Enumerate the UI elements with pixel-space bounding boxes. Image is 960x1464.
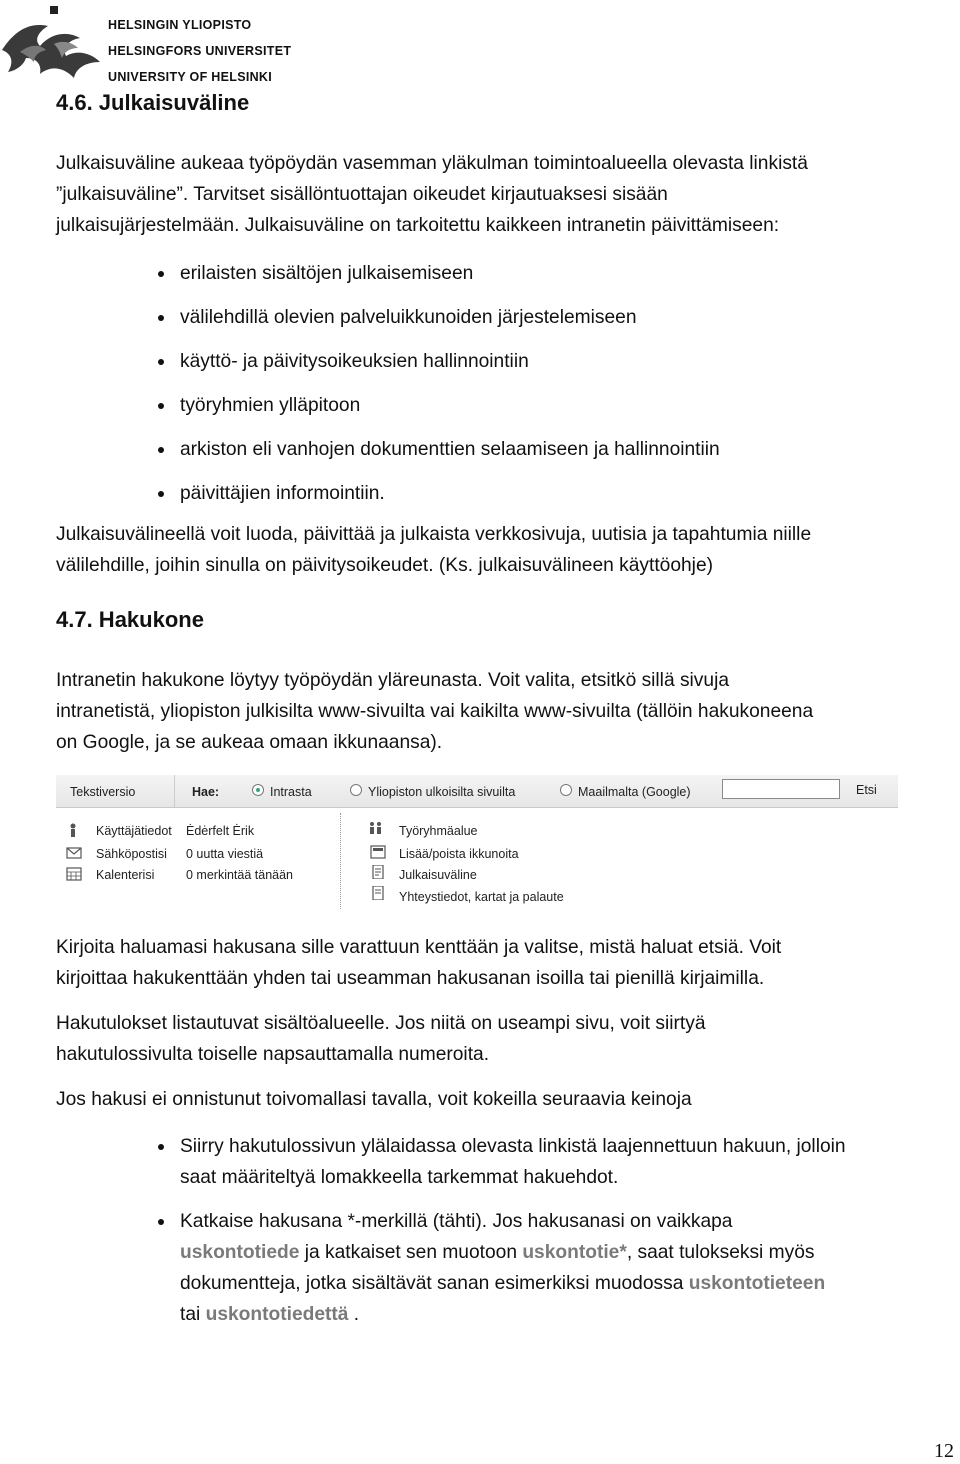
list-item: välilehdillä olevien palveluikkunoiden järjestelemiseen [158,302,938,333]
section47-paragraph-4 [56,1084,956,1115]
paragraph-line: on Google, ja se aukeaa omaan ikkunaansa). [56,732,443,753]
radio-label-university-external: Yliopiston ulkoisilta sivuilta [368,785,516,799]
search-label: Hae: [192,785,220,799]
tip-line: Siirry hakutulossivun ylälaidassa olevasta linkistä laajennettuun hakuun, jolloin [180,1136,846,1157]
email-value: 0 uutta viestiä [186,847,264,861]
workgroup-link[interactable]: Työryhmäalue [399,824,478,838]
keyword-example: uskontotiede [180,1242,300,1263]
radio-label-intranet: Intrasta [270,785,312,799]
list-item [158,1131,958,1193]
intranet-desktop-screenshot [56,775,900,910]
workgroup-icon [368,821,384,835]
user-info-label[interactable]: Käyttäjätiedot [96,824,172,838]
page-number: 12 [934,1440,954,1462]
keyword-example: uskontotieteen [688,1273,826,1294]
radio-intranet[interactable] [252,784,264,796]
section46-paragraph-2 [56,519,956,581]
contact-document-icon [370,886,386,900]
tip-text: ja katkaiset sen muotoon [299,1242,523,1263]
paragraph-line: hakutulossivulta toiselle napsauttamalla numeroita. [56,1044,490,1065]
list-item: käyttö- ja päivitysoikeuksien hallinnointiin [158,346,938,377]
list-item [158,1206,958,1330]
person-icon [68,823,84,837]
section46-intro [56,148,956,241]
calendar-icon [66,867,82,881]
paragraph-line: välilehdille, joihin sinulla on päivitysoikeudet. (Ks. julkaisuvälineen käyttöohje) [56,555,714,576]
search-bar [56,775,898,808]
keyword-example: uskontotie* [522,1242,627,1263]
keyword-example: uskontotiedettä [205,1304,349,1325]
radio-google[interactable] [560,784,572,796]
tip-text: tai [180,1304,206,1325]
university-name-sv: HELSINGFORS UNIVERSITET [108,44,292,58]
calendar-label[interactable]: Kalenterisi [96,868,155,882]
tip-text: . [348,1304,360,1325]
section-heading-4-7: 4.7. Hakukone [56,607,204,632]
tip-line: saat määriteltyä lomakkeella tarkemmat hakuehdot. [180,1167,619,1188]
paragraph-line: Intranetin hakukone löytyy työpöydän yläreunasta. Voit valita, etsitkö sillä sivuja [56,670,730,691]
envelope-icon [66,846,82,860]
university-name-fi: HELSINGIN YLIOPISTO [108,18,252,32]
tip-text: dokumentteja, jotka sisältävät sanan esimerkiksi muodossa [180,1273,689,1294]
search-button[interactable]: Etsi [856,783,877,797]
paragraph-line: kirjoittaa hakukenttään yhden tai useamman hakusanan isoilla tai pienillä kirjaimilla. [56,968,765,989]
list-item: työryhmien ylläpitoon [158,390,938,421]
text-version-link[interactable]: Tekstiversio [70,785,136,799]
calendar-value: 0 merkintää tänään [186,868,294,882]
contacts-maps-feedback-link[interactable]: Yhteystiedot, kartat ja palaute [399,890,564,904]
section47-intro [56,665,956,758]
publish-document-icon [370,865,386,879]
flame-emblem-icon [0,0,110,100]
publishing-tool-link[interactable]: Julkaisuväline [399,868,477,882]
section47-paragraph-3 [56,1008,956,1070]
paragraph-line: Julkaisuvälineellä voit luoda, päivittää ja julkaista verkkosivuja, uutisia ja tapahtumia niille [56,524,812,545]
tip-text: , saat tulokseksi myös [626,1242,815,1263]
tip-text: Katkaise hakusana *-merkillä (tähti). Jos hakusanasi on vaikkapa [180,1211,733,1232]
paragraph-line: intranetistä, yliopiston julkisilta www-sivuilta vai kaikilta www-sivuilta (tällöin hakukoneena [56,701,814,722]
add-remove-windows-link[interactable]: Lisää/poista ikkunoita [399,847,519,861]
intro-line: ”julkaisuväline”. Tarvitset sisällöntuottajan oikeudet kirjautuaksesi sisään [56,184,668,205]
paragraph-line: Kirjoita haluamasi hakusana sille varattuun kenttään ja valitse, mistä haluat etsiä. Voit [56,937,782,958]
email-label[interactable]: Sähköpostisi [96,847,167,861]
intro-line: julkaisujärjestelmään. Julkaisuväline on tarkoitettu kaikkeen intranetin päivittämiseen: [56,215,780,236]
list-item: erilaisten sisältöjen julkaisemiseen [158,258,938,289]
section-heading-4-6: 4.6. Julkaisuväline [56,90,250,115]
section47-paragraph-2 [56,932,956,994]
radio-university-external[interactable] [350,784,362,796]
list-item: arkiston eli vanhojen dokumenttien selaamiseen ja hallinnointiin [158,434,938,465]
university-logo [0,0,290,100]
paragraph-line: Hakutulokset listautuvat sisältöalueelle. Jos niitä on useampi sivu, voit siirtyä [56,1013,706,1034]
radio-label-google: Maailmalta (Google) [578,785,691,799]
paragraph-line: Jos hakusi ei onnistunut toivomallasi tavalla, voit kokeilla seuraavia keinoja [56,1089,692,1110]
university-name-en: UNIVERSITY OF HELSINKI [108,70,273,84]
list-item: päivittäjien informointiin. [158,478,938,509]
publishing-uses-list [158,258,938,509]
windows-icon [370,845,386,859]
user-info-value: Ėdėrfelt Ėrik [186,824,255,838]
intro-line: Julkaisuväline aukeaa työpöydän vasemman yläkulman toimintoalueella olevasta linkistä [56,153,808,174]
search-input[interactable] [722,779,840,799]
search-tips-list [158,1131,958,1330]
